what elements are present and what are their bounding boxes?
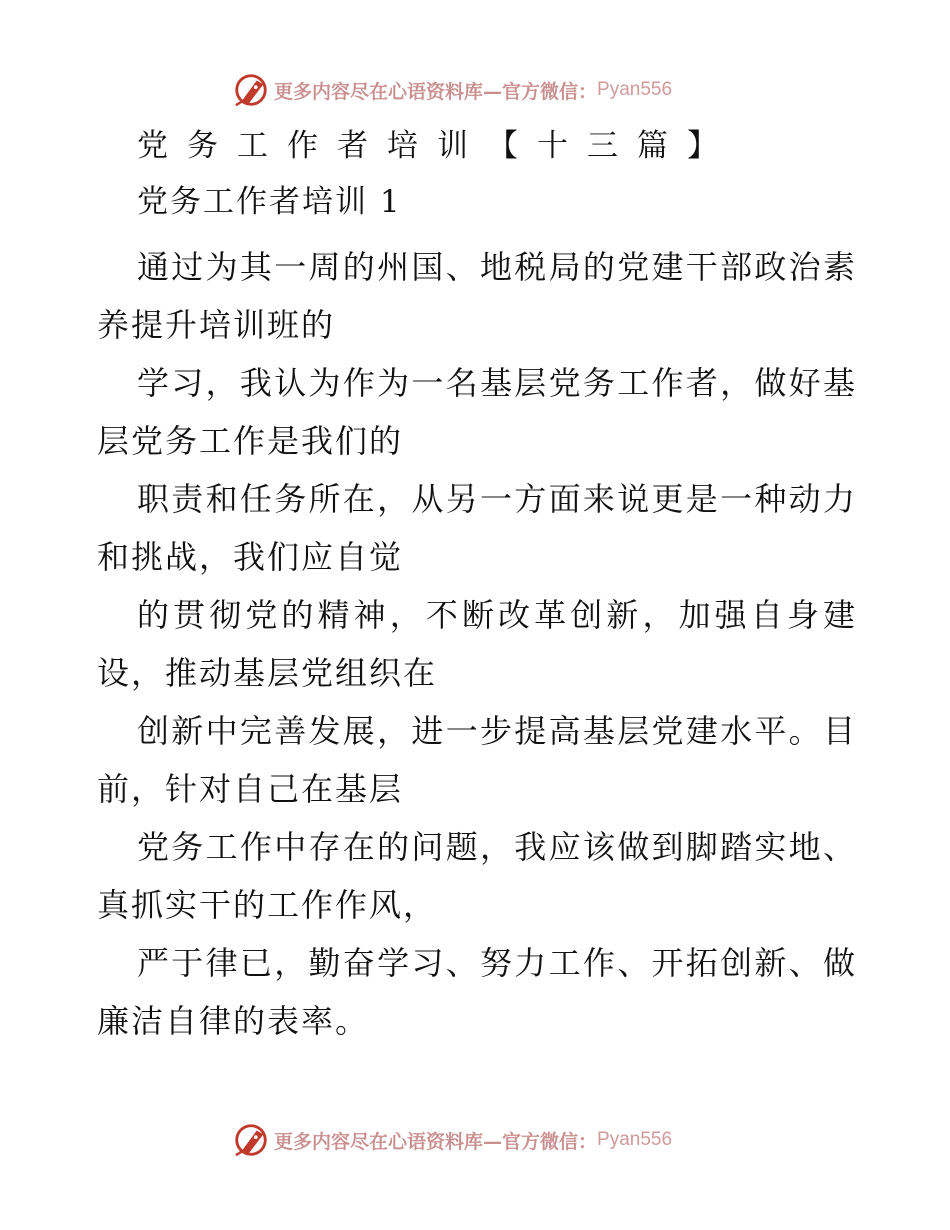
header-banner-text: 更多内容尽在心语资料库—官方微信：: [274, 80, 598, 103]
paragraph-5: [97, 702, 867, 818]
footer-banner-text: 更多内容尽在心语资料库—官方微信：: [274, 1130, 598, 1153]
paragraph-line: 学习，我认为作为一名基层党务工作者，做好基: [137, 364, 857, 402]
footer-banner-wechat-id: Pyan556: [597, 1129, 673, 1150]
paragraph-line: 廉洁自律的表率。: [97, 1002, 370, 1040]
document-title: 党务工作者培训【十三篇】: [137, 128, 737, 164]
footer-banner: [0, 1120, 950, 1160]
paragraph-7: [97, 934, 867, 1050]
paragraph-line: 层党务工作是我们的: [97, 422, 404, 460]
paragraph-line: 和挑战，我们应自觉: [97, 538, 404, 576]
paragraph-line: 前，针对自己在基层: [97, 770, 404, 808]
header-banner-wechat-id: Pyan556: [597, 79, 673, 100]
paragraph-line: 严于律已，勤奋学习、努力工作、开拓创新、做: [137, 944, 857, 982]
paragraph-line: 真抓实干的工作作风，: [97, 886, 438, 924]
document-body: [97, 118, 867, 1050]
paragraph-1: [97, 238, 867, 354]
pen-nib-circle-logo-icon: [232, 1121, 270, 1159]
paragraph-4: [97, 586, 867, 702]
paragraph-line: 养提升培训班的: [97, 306, 336, 344]
section-heading: 党务工作者培训 1: [137, 184, 402, 220]
header-banner-content: [232, 70, 672, 110]
paragraph-6: [97, 818, 867, 934]
paragraph-line: 党务工作中存在的问题，我应该做到脚踏实地、: [137, 828, 857, 866]
paragraph-2: [97, 354, 867, 470]
paragraph-line: 设，推动基层党组织在: [97, 654, 438, 692]
footer-banner-content: [232, 1120, 672, 1160]
paragraph-line: 职责和任务所在，从另一方面来说更是一种动力: [137, 480, 857, 518]
paragraph-line: 通过为其一周的州国、地税局的党建干部政治素: [137, 248, 857, 286]
pen-nib-circle-logo-icon: [232, 71, 270, 109]
paragraph-line: 的贯彻党的精神，不断改革创新，加强自身建: [137, 596, 857, 634]
paragraph-line: 创新中完善发展，进一步提高基层党建水平。目: [137, 712, 857, 750]
header-banner: [0, 70, 950, 110]
paragraph-3: [97, 470, 867, 586]
